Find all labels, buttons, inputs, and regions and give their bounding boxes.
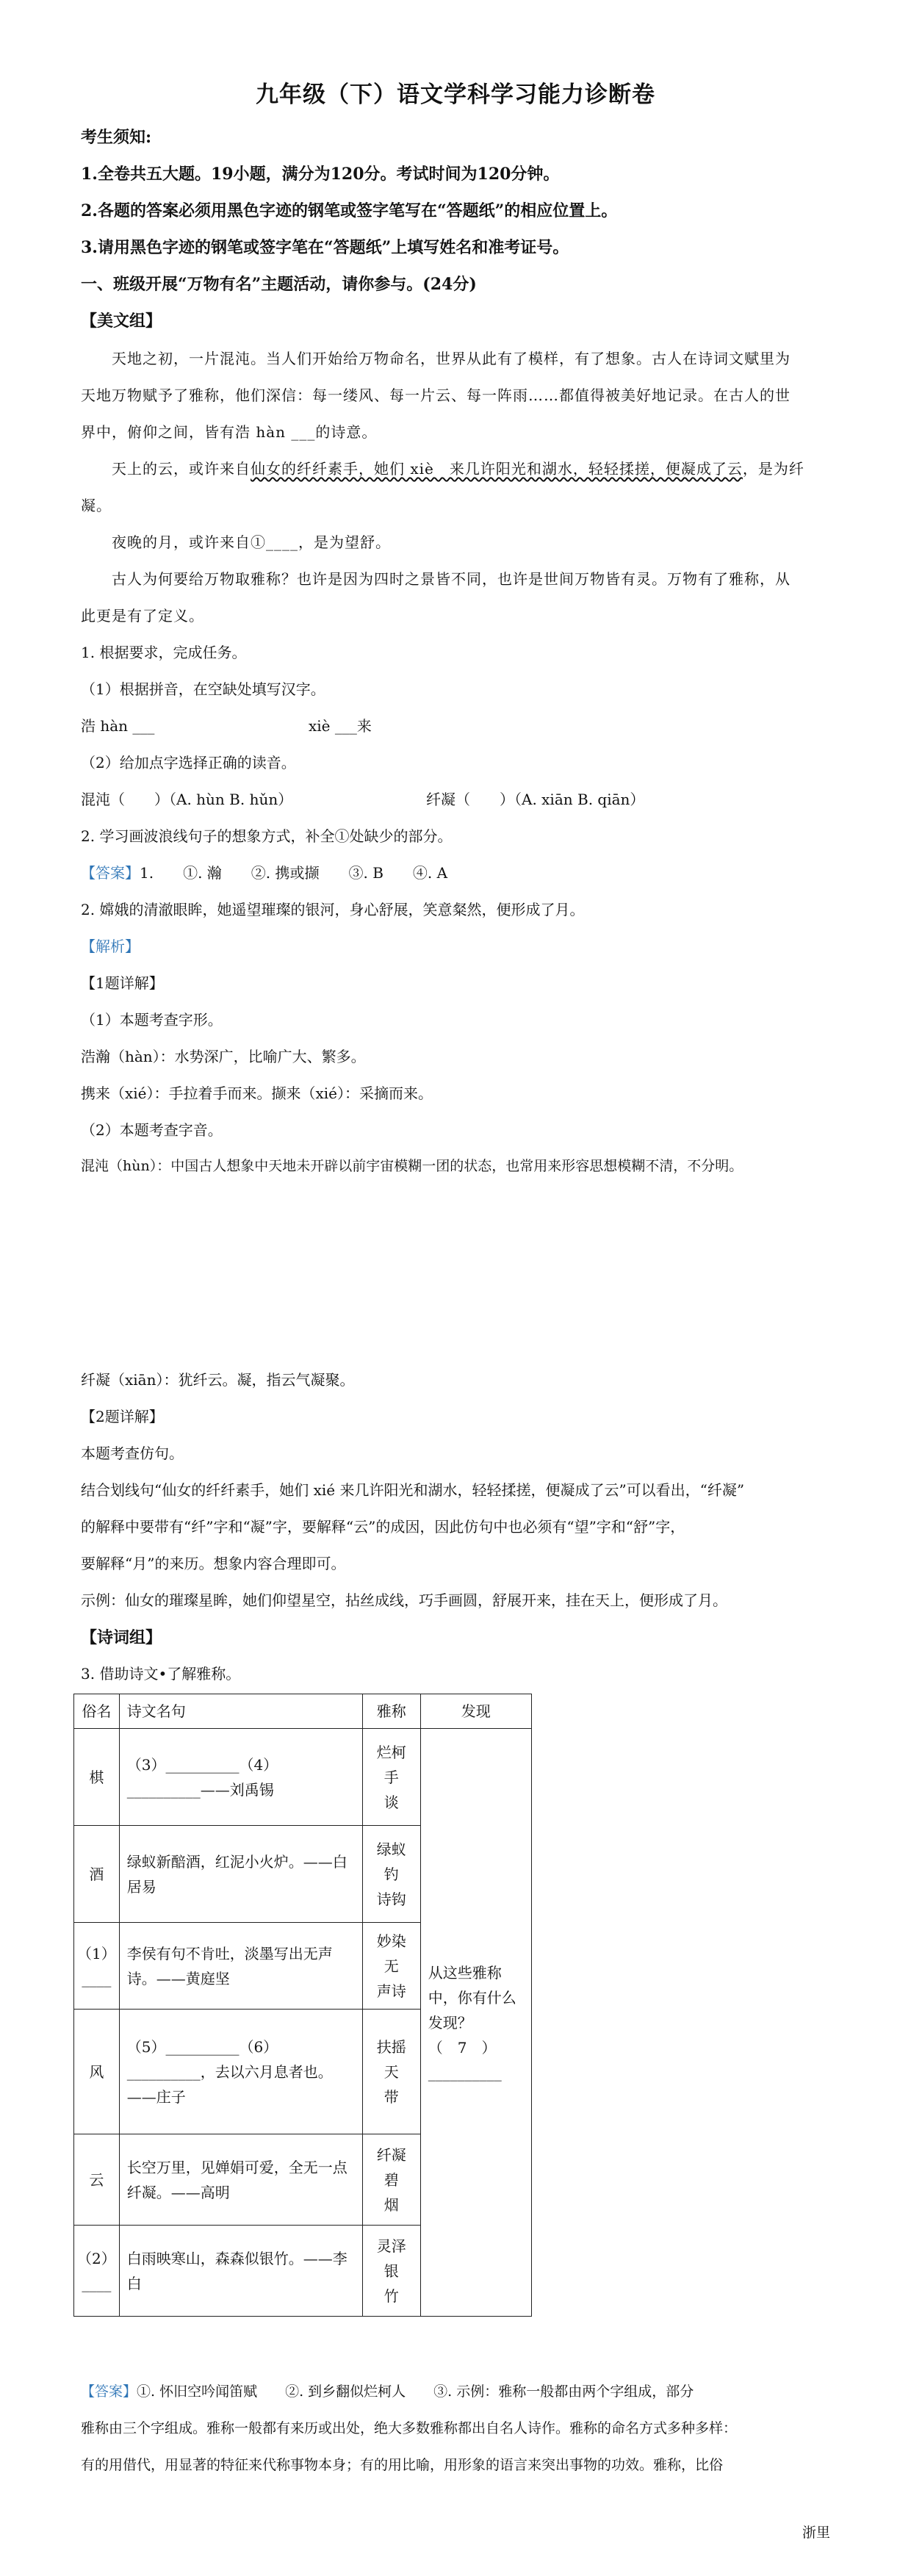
q2-detail-line: 要解释“月”的来历。想象内容合理即可。 <box>81 1555 346 1572</box>
table-row <box>74 1729 532 1826</box>
q3-stem: 3. 借助诗文•了解雅称。 <box>81 1665 241 1683</box>
answer-line-2: 2. 嫦娥的清澈眼眸，她遥望璀璨的银河，身心舒展，笑意粲然，便形成了月。 <box>81 901 585 918</box>
q1-choice-b: 纤凝（ ）（A. xiān B. qiān） <box>426 791 645 808</box>
elegant-name: 灵泽银 竹 <box>362 2226 420 2317</box>
common-name: 风 <box>74 2010 120 2134</box>
q2-detail-line: 本题考查仿句。 <box>81 1444 184 1462</box>
notice-3: 3.请用黑色字迹的钢笔或签字笔在“答题纸”上填写姓名和准考证号。 <box>81 238 569 257</box>
common-name: 棋 <box>74 1729 120 1826</box>
q2-detail-line: 示例：仙女的璀璨星眸，她们仰望星空，拈丝成线，巧手画圆，舒展开来，挂在天上，便形成了月。 <box>81 1591 727 1609</box>
elegant-name: 烂柯手 谈 <box>362 1729 420 1826</box>
notice-1: 1.全卷共五大题。19小题，满分为120分。考试时间为120分钟。 <box>81 165 560 184</box>
q1-blank-b: xiè ___来 <box>309 717 372 735</box>
notice-2: 2.各题的答案必须用黑色字迹的钢笔或签字笔写在“答题纸”的相应位置上。 <box>81 201 618 220</box>
passage-p2-start: 天上的云，或许来自 <box>112 460 251 478</box>
group-label-poetry: 【诗词组】 <box>81 1628 162 1647</box>
q1-detail-line: （2）本题考查字音。 <box>81 1121 223 1139</box>
poem-line: 李侯有句不肯吐，淡墨写出无声 诗。——黄庭坚 <box>119 1923 362 2010</box>
table-header: 发现 <box>420 1694 531 1729</box>
passage-p4-line1: 古人为何要给万物取雅称？也许是因为四时之景皆不同，也许是世间万物皆有灵。万物有了雅称，从 <box>112 570 791 588</box>
poem-line: 绿蚁新醅酒，红泥小火炉。——白 居易 <box>119 1826 362 1923</box>
passage-p2 <box>112 457 804 478</box>
poem-line: （3）__________（4） __________——刘禹锡 <box>119 1729 362 1826</box>
page-title: 九年级（下）语文学科学习能力诊断卷 <box>256 82 655 108</box>
passage-p3: 夜晚的月，或许来自①____，是为望舒。 <box>112 533 391 551</box>
poem-line: 长空万里，见婵娟可爱，全无一点 纤凝。——高明 <box>119 2134 362 2226</box>
common-name: 云 <box>74 2134 120 2226</box>
q2-detail-line: 结合划线句“仙女的纤纤素手，她们 xié 来几许阳光和湖水，轻轻揉搓，便凝成了云”可以看出，“纤凝” <box>81 1481 745 1499</box>
footer-region: 浙里 <box>802 2525 830 2541</box>
passage-p1-line2: 天地万物赋予了雅称，他们深信：每一缕风、每一片云、每一阵雨……都值得被美好地记录。在古人的世 <box>81 386 791 404</box>
notice-heading: 考生须知: <box>81 128 152 147</box>
q1-detail-line: （1）本题考查字形。 <box>81 1011 223 1029</box>
q1-choice-a: 混沌（ ）（A. hùn B. hǔn） <box>81 791 293 808</box>
table-header: 诗文名句 <box>119 1694 362 1729</box>
passage-p2-cont: 凝。 <box>81 497 112 514</box>
passage-p2-end: ，是为纤 <box>742 460 804 478</box>
q1-detail-line: 混沌（hùn）：中国古人想象中天地未开辟以前宇宙模糊一团的状态，也常用来形容思想模糊不清，不分明。 <box>81 1158 743 1174</box>
passage-p4-line2: 此更是有了定义。 <box>81 607 204 625</box>
q2-detail-line: 的解释中要带有“纤”字和“凝”字，要解释“云”的成因，因此仿句中也必须有“望”字和“舒”字， <box>81 1518 685 1536</box>
common-name: （1）____ <box>74 1923 120 2010</box>
table-header: 俗名 <box>74 1694 120 1729</box>
q1-blank-a: 浩 hàn ___ <box>81 717 155 735</box>
poetry-answer-line-2: 雅称由三个字组成。雅称一般都有来历或出处，绝大多数雅称都出自名人诗作。雅称的命名方式多种多样： <box>81 2420 738 2436</box>
poem-line: 白雨映寒山，森森似银竹。——李 白 <box>119 2226 362 2317</box>
poetry-answer-line-1: ①. 怀旧空吟闻笛赋 ②. 到乡翻似烂柯人 ③. 示例：雅称一般都由两个字组成，部分 <box>137 2383 694 2400</box>
answer-block-1 <box>81 861 447 882</box>
elegant-name: 绿蚁钓 诗钩 <box>362 1826 420 1923</box>
elegant-name: 纤凝碧 烟 <box>362 2134 420 2226</box>
table-header: 雅称 <box>362 1694 420 1729</box>
q2-detail-title: 【2题详解】 <box>81 1408 164 1425</box>
answer-line-1: 1. ①. 瀚 ②. 携或撷 ③. B ④. A <box>140 864 448 882</box>
elegant-name: 扶摇天 带 <box>362 2010 420 2134</box>
discovery-cell: 从这些雅称 中，你有什么 发现？ （ 7 ） __________ <box>420 1729 531 2317</box>
section-1-heading: 一、班级开展“万物有名”主题活动，请你参与。(24分) <box>81 275 477 294</box>
common-name: （2）____ <box>74 2226 120 2317</box>
q1-sub2: （2）给加点字选择正确的读音。 <box>81 754 296 771</box>
group-label-essay: 【美文组】 <box>81 312 162 331</box>
q2-stem: 2. 学习画波浪线句子的想象方式，补全①处缺少的部分。 <box>81 827 453 845</box>
q1-sub1: （1）根据拼音，在空缺处填写汉字。 <box>81 680 325 698</box>
passage-p1-line1: 天地之初，一片混沌。当人们开始给万物命名，世界从此有了模样，有了想象。古人在诗词文赋里为 <box>112 350 791 367</box>
common-name: 酒 <box>74 1826 120 1923</box>
q1-stem: 1. 根据要求，完成任务。 <box>81 644 247 661</box>
poetry-answer-line-3: 有的用借代，用显著的特征来代称事物本身；有的用比喻，用形象的语言来突出事物的功效。雅称，比俗 <box>81 2457 724 2473</box>
answer-tag: 【答案】 <box>81 864 140 882</box>
q1-detail-line: 携来（xié）：手拉着手而来。撷来（xié）：采摘而来。 <box>81 1084 433 1102</box>
table-header-row <box>74 1694 532 1729</box>
q1-detail-line: 浩瀚（hàn）：水势深广，比喻广大、繁多。 <box>81 1048 366 1065</box>
elegant-name: 妙染无 声诗 <box>362 1923 420 2010</box>
answer-tag: 【答案】 <box>81 2383 137 2400</box>
q1-detail-title: 【1题详解】 <box>81 974 164 992</box>
analysis-tag: 【解析】 <box>81 938 140 955</box>
poetry-answer-block <box>81 2381 694 2400</box>
q1-detail-line: 纤凝（xiān）：犹纤云。凝，指云气凝聚。 <box>81 1371 355 1389</box>
alias-table <box>73 1694 532 2317</box>
passage-p1-line3: 界中，俯仰之间，皆有浩 hàn ___的诗意。 <box>81 423 378 441</box>
poem-line: （5）__________（6） __________，去以六月息者也。 ——庄子 <box>119 2010 362 2134</box>
wavy-underlined-sentence: 仙女的纤纤素手，她们 xiè 来几许阳光和湖水，轻轻揉搓，便凝成了云 <box>251 460 743 478</box>
